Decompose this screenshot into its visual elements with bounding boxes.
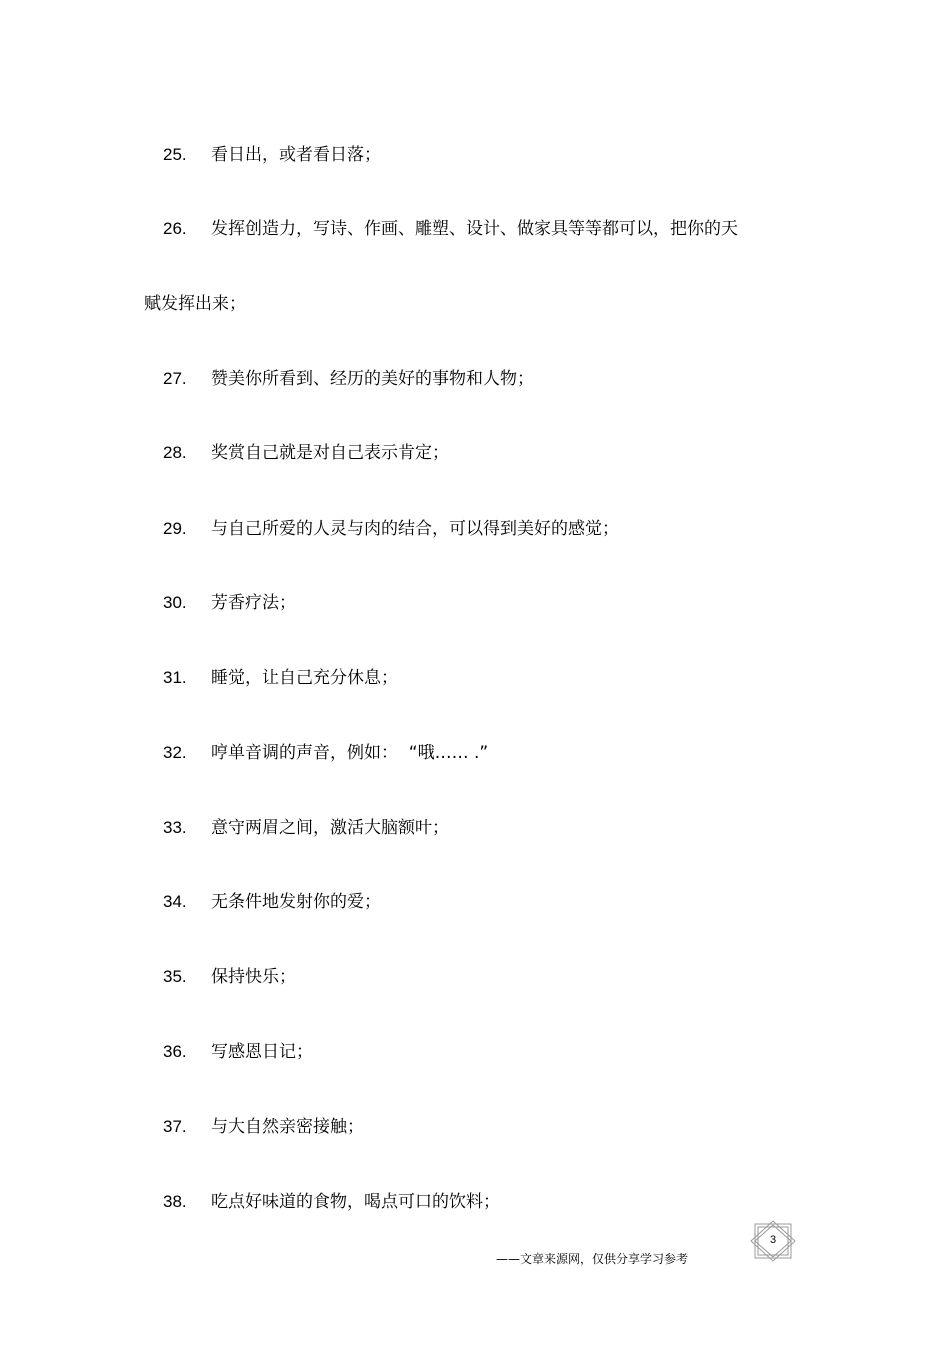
item-text: 睡觉，让自己充分休息；: [211, 668, 398, 688]
item-text: 保持快乐；: [211, 967, 296, 987]
item-number: 38.: [163, 1192, 187, 1211]
item-text: 哼单音调的声音，例如： “哦…… .”: [211, 743, 489, 763]
item-number: 31.: [163, 668, 187, 687]
item-number: 34.: [163, 892, 187, 911]
item-text: 看日出，或者看日落；: [211, 145, 381, 165]
item-text: 芳香疗法；: [211, 593, 296, 613]
page-number: 3: [769, 1234, 777, 1246]
item-text: 意守两眉之间，激活大脑额叶；: [211, 818, 449, 838]
footer-source-note: ——文章来源网，仅供分享学习参考: [496, 1252, 689, 1266]
item-number: 25.: [163, 145, 187, 164]
item-number: 29.: [163, 519, 187, 538]
item-number: 36.: [163, 1042, 187, 1061]
item-number: 28.: [163, 443, 187, 462]
list-item-26-continuation: 赋发挥出来；: [144, 294, 246, 314]
item-text: 与自己所爱的人灵与肉的结合，可以得到美好的感觉；: [211, 519, 619, 539]
item-text: 奖赏自己就是对自己表示肯定；: [211, 443, 449, 463]
item-text: 无条件地发射你的爱；: [211, 892, 381, 912]
item-text: 吃点好味道的食物，喝点可口的饮料；: [211, 1192, 500, 1212]
item-number: 27.: [163, 369, 187, 388]
item-number: 37.: [163, 1117, 187, 1136]
item-text: 与大自然亲密接触；: [211, 1117, 364, 1137]
item-number: 26.: [163, 219, 187, 238]
item-number: 30.: [163, 593, 187, 612]
item-number: 32.: [163, 743, 187, 762]
item-number: 35.: [163, 967, 187, 986]
item-text: 赞美你所看到、经历的美好的事物和人物；: [211, 369, 534, 389]
item-text: 写感恩日记；: [211, 1042, 313, 1062]
item-text: 发挥创造力，写诗、作画、雕塑、设计、做家具等等都可以，把你的天: [211, 219, 738, 239]
page-number-badge: [748, 1220, 798, 1262]
item-number: 33.: [163, 818, 187, 837]
